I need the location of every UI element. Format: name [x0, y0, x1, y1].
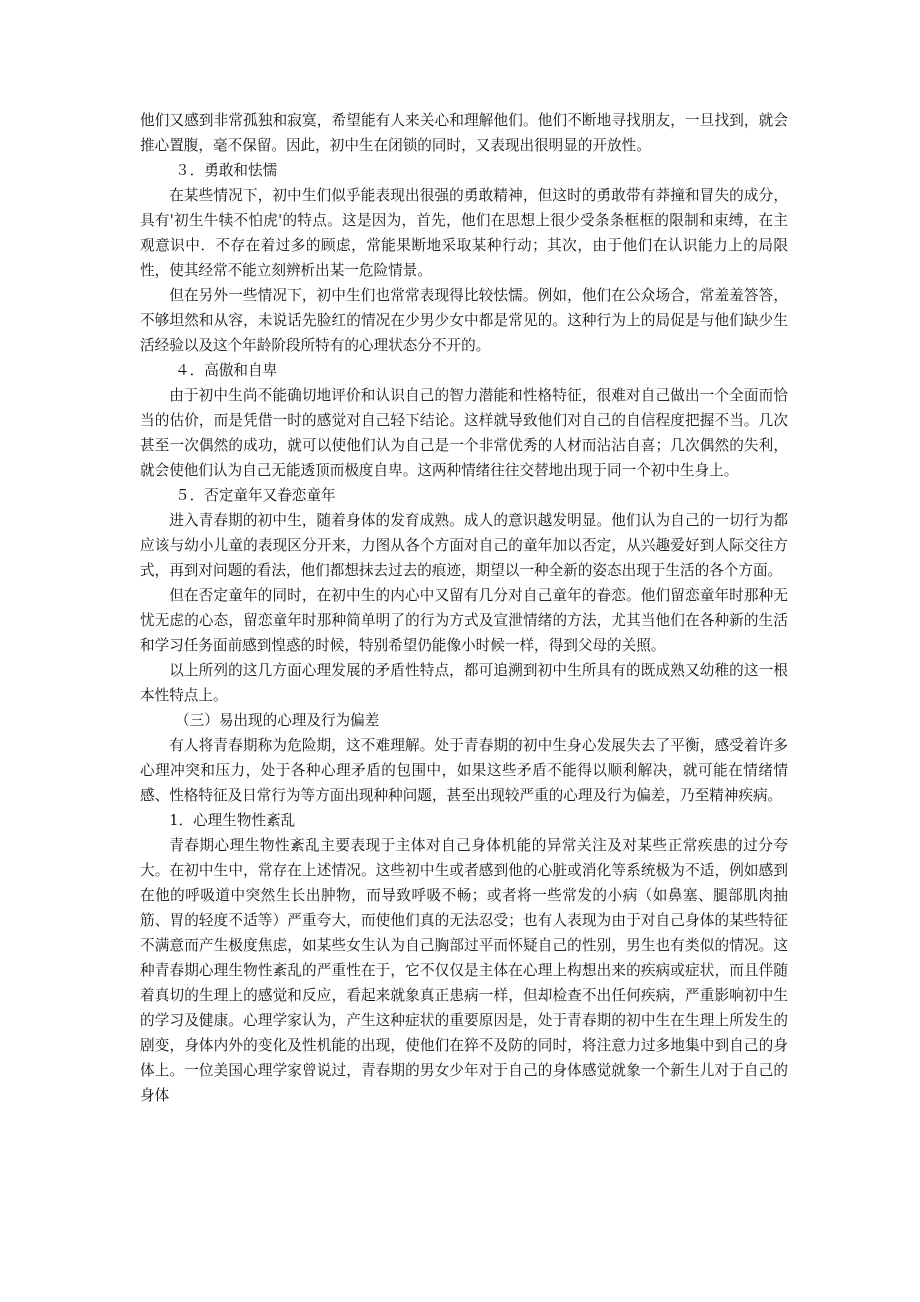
heading-psychobiological-disorder: 1．心理生物性紊乱: [169, 812, 296, 829]
paragraph-courage: 在某些情况下，初中生们似乎能表现出很强的勇敢精神，但这时的勇敢带有莽撞和冒失的成分，具有'初生牛犊不怕虎'的特点。这是因为，首先，他们在思想上很少受条条框框的限制和束缚，在主观意识中．不存在着过多的顾虑，常能果断地采取某种行动；其次，由于他们在认识能力上的局限性，使其经常不能立刻辨析出某一危险情景。: [140, 187, 788, 279]
paragraph-deny-childhood: 进入青春期的初中生，随着身体的发育成熟。成人的意识越发明显。他们认为自己的一切行为都应该与幼小儿童的表现区分开来，力图从各个方面对自己的童年加以否定，从兴趣爱好到人际交往方式，再到对问题的看法，他们都想抹去过去的痕迹，期望以一种全新的姿态出现于生活的各个方面。: [140, 512, 788, 579]
paragraph-pride-inferiority: 由于初中生尚不能确切地评价和认识自己的智力潜能和性格特征，很难对自己做出一个全面而恰当的估价，而是凭借一时的感觉对自己轻下结论。这样就导致他们对自己的自信程度把握不当。几次甚至一次偶然的成功，就可以使他们认为自己是一个非常优秀的人材而沾沾自喜；几次偶然的失利，就会使他们认为自己无能透顶而极度自卑。这两种情绪往往交替地出现于同一个初中生身上。: [140, 387, 788, 479]
document-body: [140, 108, 788, 1108]
heading-childhood: ５．否定童年又眷恋童年: [175, 487, 336, 504]
paragraph-timidity: 但在另外一些情况下，初中生们也常常表现得比较怯懦。例如，他们在公众场合，常羞羞答答，不够坦然和从容，未说话先脸红的情况在少男少女中都是常见的。这种行为上的局促是与他们缺少生活经验以及这个年龄阶段所特有的心理状态分不开的。: [140, 287, 788, 354]
paragraph-psychobiological-disorder: 青春期心理生物性紊乱主要表现于主体对自己身体机能的异常关注及对某些正常疾患的过分夸大。在初中生中，常存在上述情况。这些初中生或者感到他的心脏或消化等系统极为不适，例如感到在他的呼吸道中突然生长出肿物，而导致呼吸不畅；或者将一些常发的小病（如鼻塞、腿部肌肉抽筋、胃的轻度不适等）严重夸大，而使他们真的无法忍受；也有人表现为由于对自己身体的某些特征不满意而产生极度焦虑，如某些女生认为自己胸部过平而怀疑自己的性别，男生也有类似的情况。这种青春期心理生物性紊乱的严重性在于，它不仅仅是主体在心理上构想出来的疾病或症状，而且伴随着真切的生理上的感觉和反应，看起来就象真正患病一样，但却检查不出任何疾病，严重影响初中生的学习及健康。心理学家认为，产生这种症状的重要原因是，处于青春期的初中生在生理上所发生的剧变，身体内外的变化及性机能的出现，使他们在猝不及防的同时，将注意力过多地集中到自己的身体上。一位美国心理学家曾说过，青春期的男女少年对于自己的身体感觉就象一个新生儿对于自己的身体: [140, 837, 788, 1104]
paragraph-continued-openness: 他们又感到非常孤独和寂寞，希望能有人来关心和理解他们。他们不断地寻找朋友，一旦找到，就会推心置腹，毫不保留。因此，初中生在闭锁的同时，又表现出很明显的开放性。: [140, 112, 788, 154]
paragraph-summary: 以上所列的这几方面心理发展的矛盾性特点，都可追溯到初中生所具有的既成熟又幼稚的这一根本性特点上。: [140, 662, 788, 704]
heading-pride-and-inferiority: ４．高傲和自卑: [175, 362, 278, 379]
paragraph-miss-childhood: 但在否定童年的同时，在初中生的内心中又留有几分对自己童年的眷恋。他们留恋童年时那种无忧无虑的心态，留恋童年时那种简单明了的行为方式及宣泄情绪的方法，尤其当他们在各种新的生活和学习任务面前感到惶惑的时候，特别希望仍能像小时候一样，得到父母的关照。: [140, 587, 788, 654]
paragraph-danger-period: 有人将青春期称为危险期，这不难理解。处于青春期的初中生身心发展失去了平衡，感受着许多心理冲突和压力，处于各种心理矛盾的包围中，如果这些矛盾不能得以顺利解决，就可能在情绪情感、性格特征及日常行为等方面出现种种问题，甚至出现较严重的心理及行为偏差，乃至精神疾病。: [140, 737, 788, 804]
heading-deviations: （三）易出现的心理及行为偏差: [175, 712, 380, 729]
heading-courage-and-timidity: ３．勇敢和怯懦: [175, 162, 278, 179]
